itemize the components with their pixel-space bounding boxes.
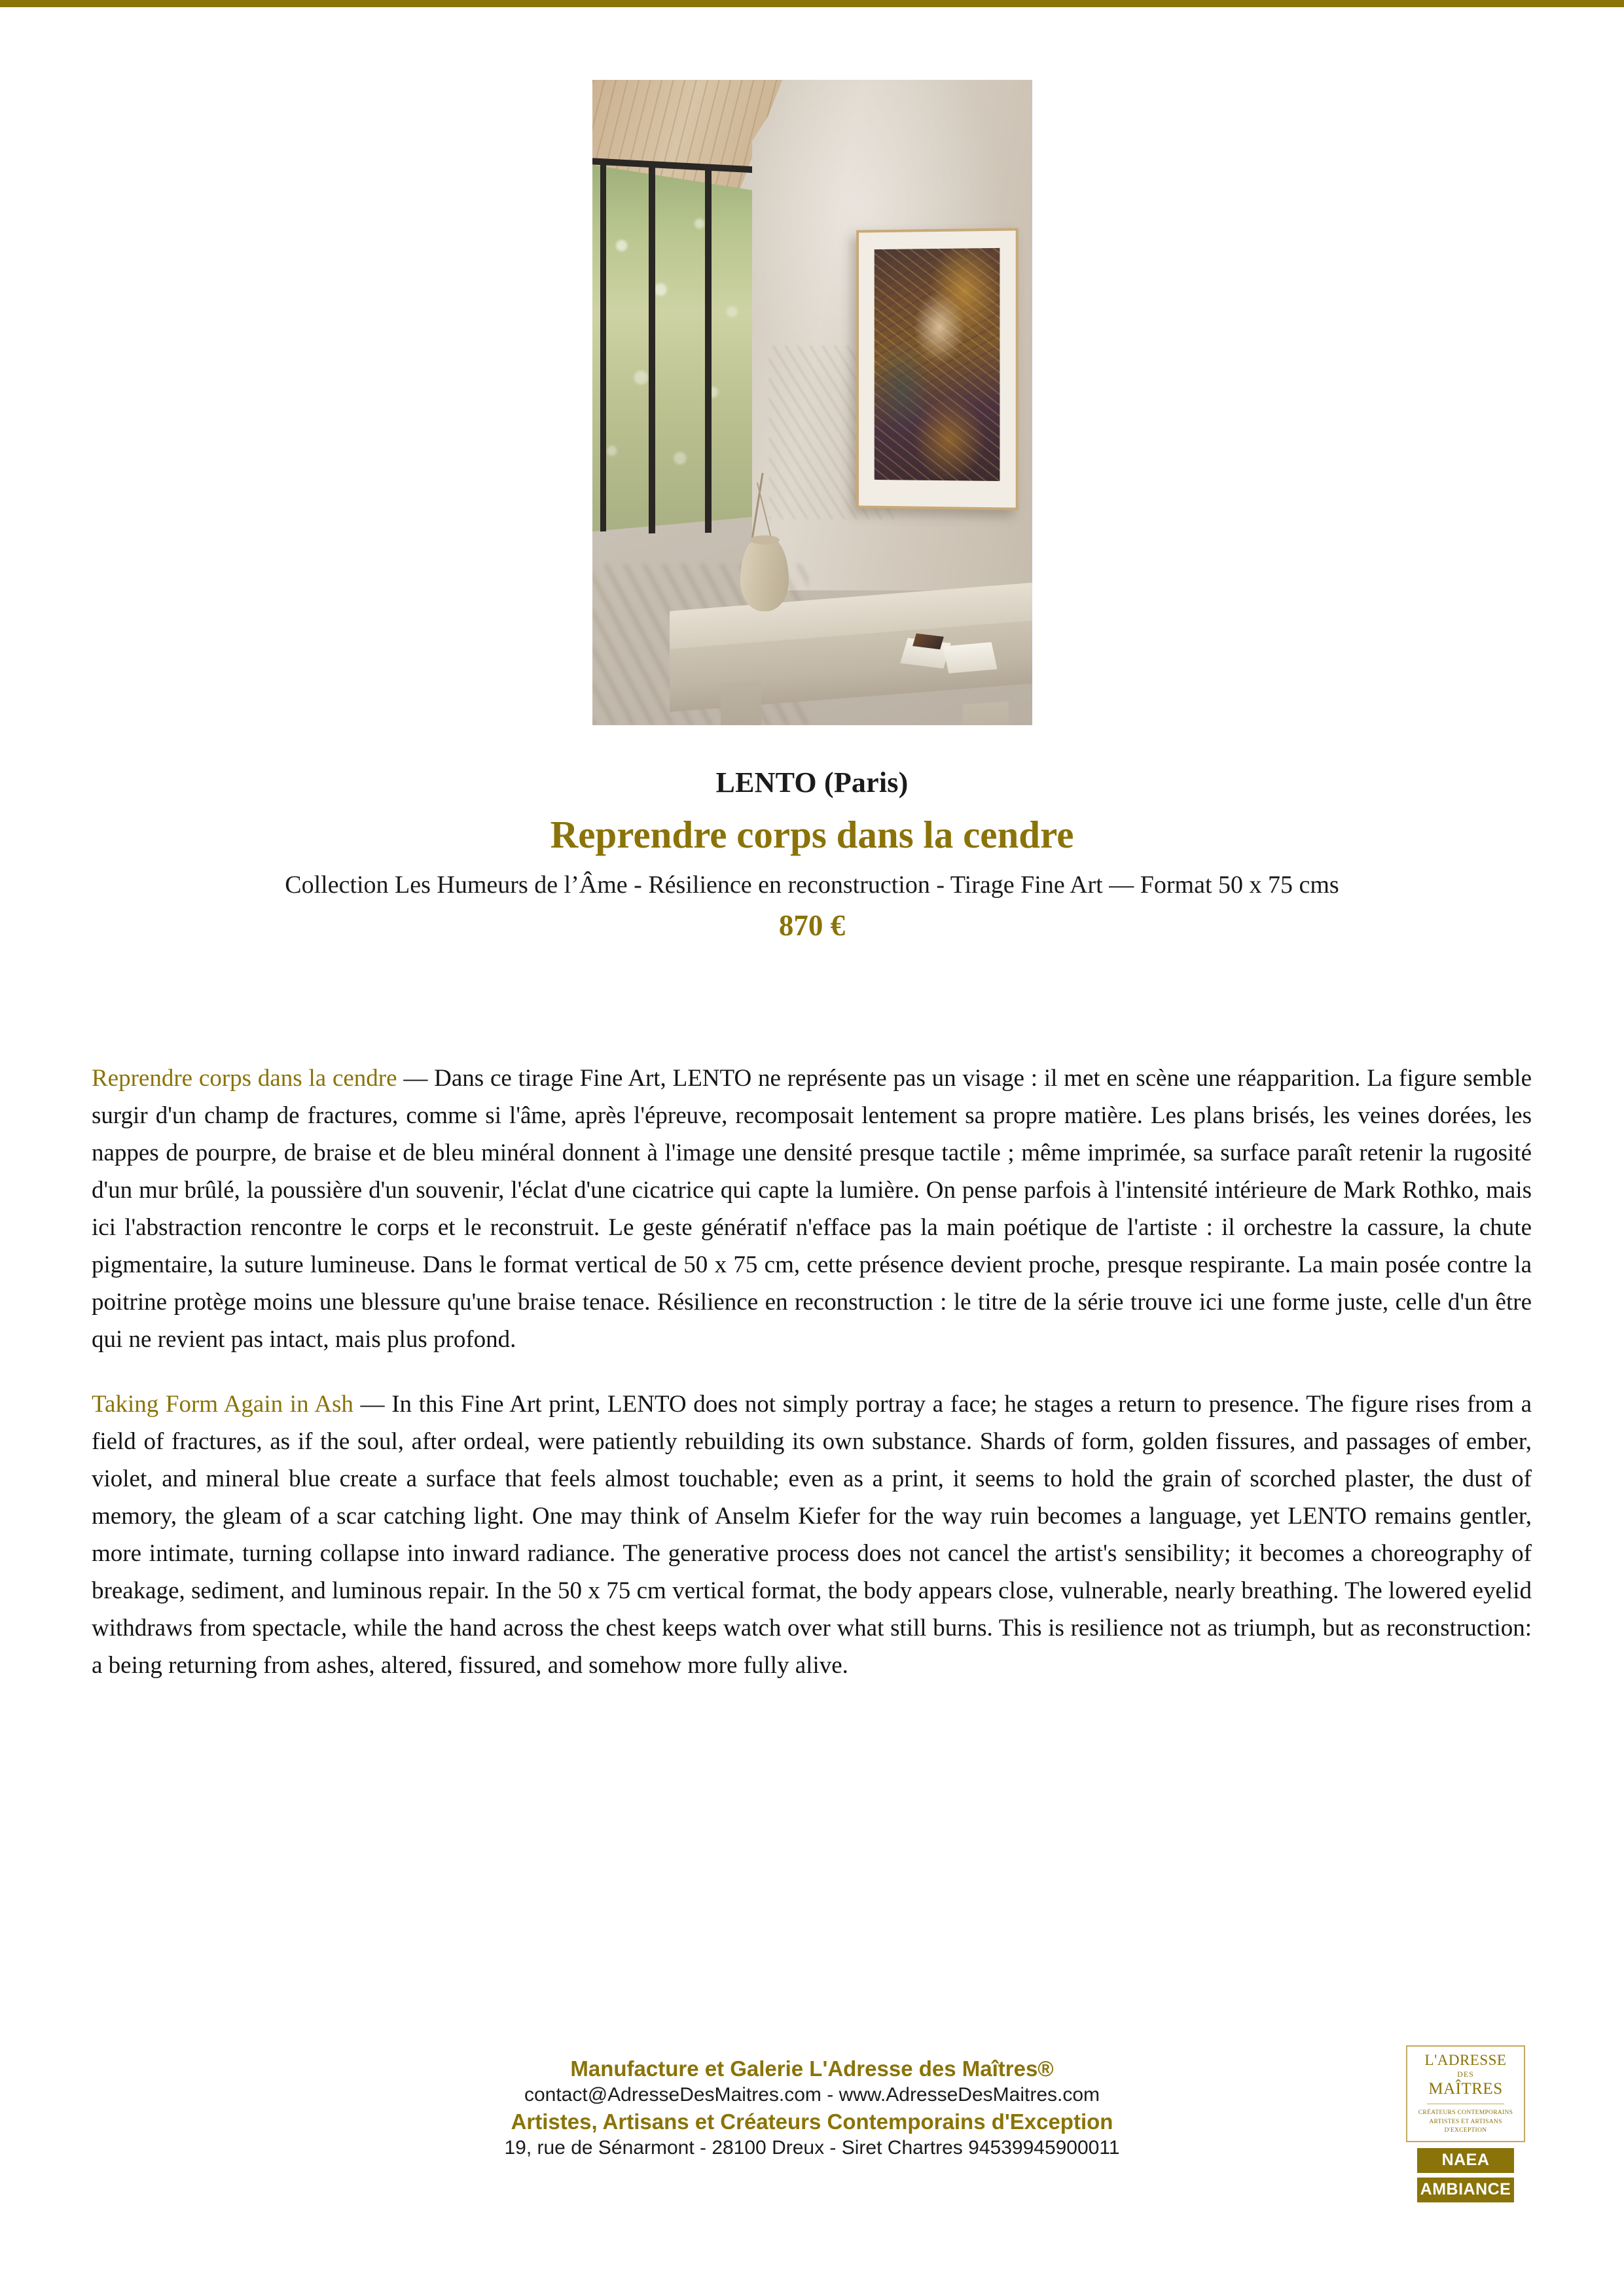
- footer: [0, 2055, 1624, 2161]
- footer-company: Manufacture et Galerie L'Adresse des Maîtres®: [570, 2056, 1054, 2081]
- description-lead-en: Taking Form Again in Ash: [92, 1390, 353, 1418]
- scene-open-book: [943, 642, 998, 673]
- description-text-fr: — Dans ce tirage Fine Art, LENTO ne représente pas un visage : il met en scène une réapparition. La figure semble surgir d'un champ de fractures, comme si l'âme, après l'épreuve, recomposait lentement sa propre matière. Les plans brisés, les veines dorées, les nappes de pourpre, de braise et de bleu minéral donnent à l'image une densité presque tactile ; même imprimée, sa surface paraît retenir la rugosité d'un mur brûlé, la poussière d'un souvenir, l'éclat d'une cicatrice qui capte la lumière. On pense parfois à l'intensité intérieure de Mark Rothko, mais ici l'abstraction rencontre le corps et le reconstruit. Le geste génératif n'efface pas la main poétique de l'artiste : il orchestre la cassure, la chute pigmentaire, la suture lumineuse. Dans le format vertical de 50 x 75 cm, cette présence devient proche, presque respirante. La main posée contre la poitrine protège moins une blessure qu'une braise tenace. Résilience en reconstruction : le titre de la série trouve ici une forme juste, celle d'un être qui ne revient pas intact, mais plus profond.: [92, 1065, 1532, 1353]
- brand-logo-sub2: ARTISTES ET ARTISANS: [1429, 2118, 1502, 2125]
- description-paragraph-fr: [92, 1060, 1532, 1359]
- description-column: [92, 1060, 1532, 1685]
- description-text-en: — In this Fine Art print, LENTO does not simply portray a face; he stages a return to presence. The figure rises from a field of fractures, as if the soul, after ordeal, were patiently rebuilding its own substance. Shards of form, golden fissures, and passages of ember, violet, and mineral blue create a surface that feels almost touchable; even as a print, it seems to hold the grain of scorched plaster, the dust of memory, the gleam of a scar catching light. One may think of Anselm Kiefer for the way ruin becomes a language, yet LENTO remains gentler, more intimate, turning collapse into inward radiance. The generative process does not cancel the artist's sensibility; it becomes a choreography of breakage, sediment, and luminous repair. In the 50 x 75 cm vertical format, the body appears close, vulnerable, nearly breathing. The lowered eyelid withdraws from spectacle, while the hand across the chest keeps watch over what still burns. This is resilience not as triumph, but as reconstruction: a being returning from ashes, altered, fissured, and somehow more fully alive.: [92, 1390, 1532, 1679]
- brand-logo-sub1: CRÉATEURS CONTEMPORAINS: [1418, 2109, 1513, 2116]
- brand-logo-line2: DES: [1457, 2069, 1474, 2079]
- artwork-mat: [859, 230, 1016, 507]
- footer-tagline: Artistes, Artisans et Créateurs Contemporains d'Exception: [511, 2109, 1113, 2134]
- brand-logo-card: [1406, 2045, 1525, 2142]
- scene-window-mullion: [600, 165, 606, 531]
- badge-ambiance: AMBIANCE: [1417, 2178, 1514, 2202]
- scene-window-mullion: [649, 167, 655, 533]
- scene-window-garden: [592, 165, 755, 531]
- work-subtitle: Collection Les Humeurs de l’Âme - Résilience en reconstruction - Tirage Fine Art — Format 50 x 75 cms: [285, 871, 1339, 899]
- brand-logo-line1: L'ADRESSE: [1424, 2051, 1507, 2068]
- artwork-print: [875, 248, 1000, 481]
- top-gold-rule: [0, 0, 1624, 7]
- scene-window-mullion: [705, 170, 712, 533]
- work-title: Reprendre corps dans la cendre: [550, 813, 1074, 856]
- brand-logo-sub3: D'EXCEPTION: [1444, 2127, 1487, 2134]
- badge-naea: NAEA: [1417, 2148, 1514, 2173]
- scene-stone-bench-leg: [721, 681, 761, 725]
- brand-logo-block: [1406, 2045, 1525, 2202]
- description-lead-fr: Reprendre corps dans la cendre: [92, 1065, 397, 1092]
- artwork-room-photo: [592, 80, 1032, 725]
- artist-name: LENTO (Paris): [715, 766, 909, 798]
- artwork-room-photo-canvas: [592, 80, 1032, 725]
- brand-logo-line3: MAÎTRES: [1428, 2079, 1503, 2098]
- description-paragraph-en: [92, 1386, 1532, 1685]
- work-price: 870 €: [778, 909, 846, 942]
- footer-contact[interactable]: contact@AdresseDesMaitres.com - www.AdresseDesMaitres.com: [524, 2084, 1100, 2106]
- framed-artwork: [856, 228, 1019, 510]
- title-block: [0, 766, 1624, 942]
- scene-ceramic-vase: [740, 538, 789, 611]
- footer-address: 19, rue de Sénarmont - 28100 Dreux - Siret Chartres 94539945900011: [504, 2136, 1120, 2159]
- scene-stone-bench-leg: [963, 702, 1009, 725]
